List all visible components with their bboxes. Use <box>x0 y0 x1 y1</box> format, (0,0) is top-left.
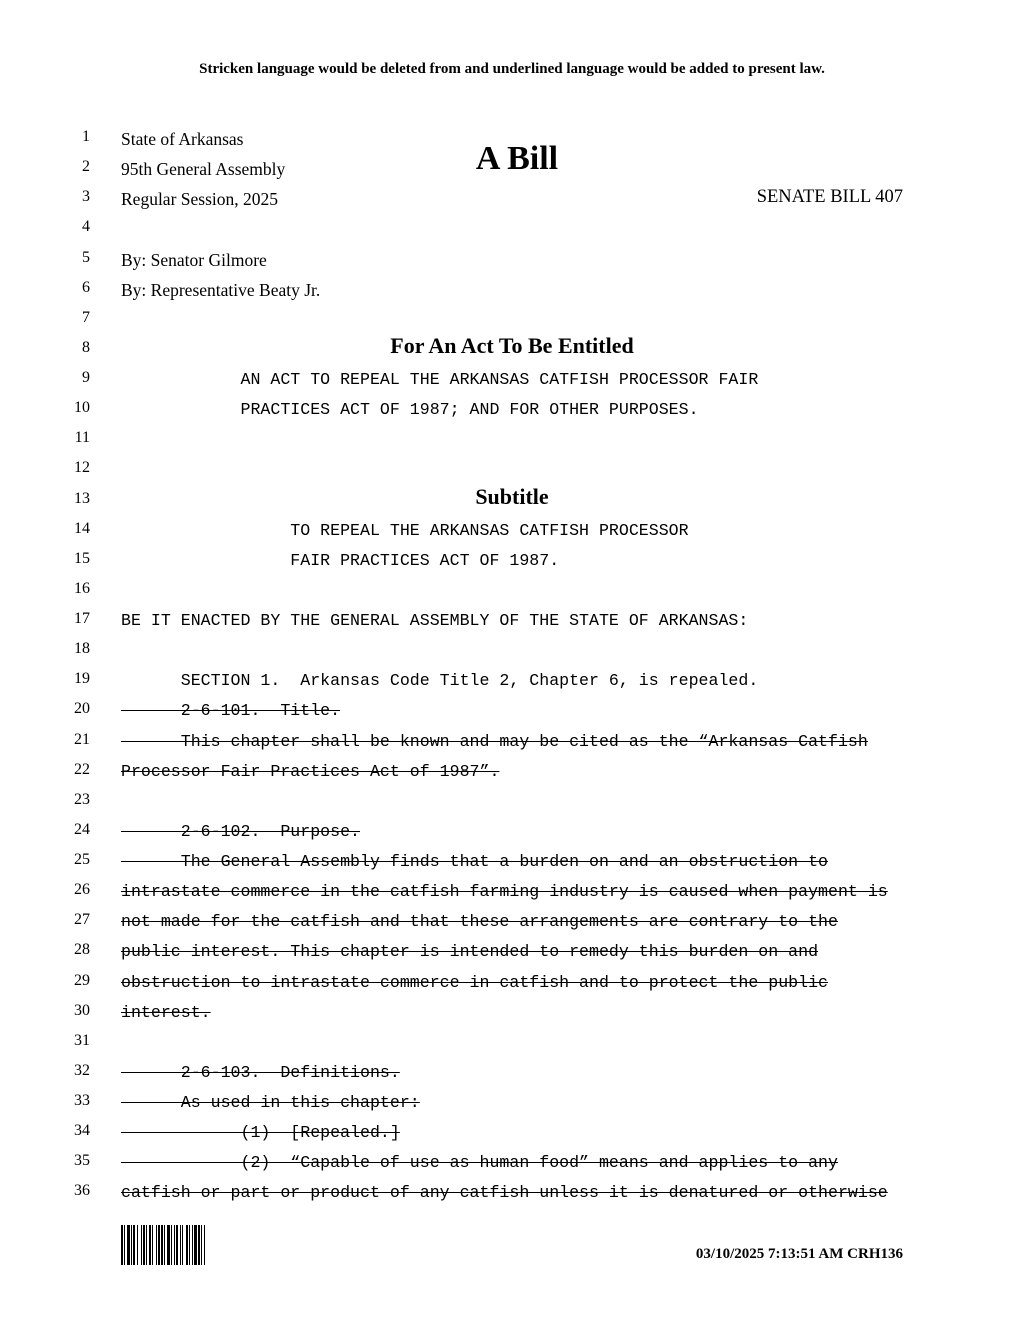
line-text: State of Arkansas <box>121 129 244 149</box>
stricken-text: (2) “Capable of use as human food” means and applies to any <box>121 1153 838 1173</box>
line-number: 7 <box>82 308 90 326</box>
line-number: 15 <box>74 549 90 567</box>
line-number: 11 <box>74 429 90 447</box>
barcode-bar <box>198 1225 200 1265</box>
bill-line <box>0 847 1024 877</box>
bill-number: SENATE BILL 407 <box>756 187 903 208</box>
bill-line <box>0 606 1024 636</box>
bill-line <box>0 245 1024 275</box>
bill-line <box>0 576 1024 606</box>
bill-line <box>0 365 1024 395</box>
bill-line <box>0 305 1024 335</box>
line-text: FAIR PRACTICES ACT OF 1987. <box>121 550 560 570</box>
bill-line <box>0 727 1024 757</box>
line-number: 9 <box>82 369 90 386</box>
line-number: 33 <box>74 1092 90 1109</box>
line-number: 36 <box>74 1182 90 1200</box>
bill-line <box>0 455 1024 485</box>
line-text: BE IT ENACTED BY THE GENERAL ASSEMBLY OF THE STATE OF ARKANSAS: <box>121 611 749 630</box>
stricken-text: catfish or part or product of any catfish unless it is denatured or otherwise <box>121 1183 888 1203</box>
bill-line <box>0 332 1024 365</box>
stricken-text: not made for the catfish and that these arrangements are contrary to the <box>121 912 838 932</box>
line-number: 3 <box>82 188 90 206</box>
stricken-text: intrastate commerce in the catfish farming industry is caused when payment is <box>121 882 888 902</box>
line-number: 14 <box>74 519 90 537</box>
barcode-bar <box>137 1225 138 1265</box>
bill-line <box>0 1118 1024 1148</box>
bill-line <box>0 937 1024 967</box>
bill-line <box>0 214 1024 244</box>
line-number: 17 <box>74 610 90 627</box>
line-number: 25 <box>74 851 90 868</box>
bill-line <box>0 1178 1024 1208</box>
line-number: 27 <box>74 911 90 929</box>
barcode-bar <box>133 1225 135 1265</box>
bill-heading: A Bill <box>475 140 559 177</box>
line-text: 95th General Assembly <box>121 159 286 180</box>
bill-line <box>0 483 1024 516</box>
bill-line <box>0 696 1024 726</box>
barcode-bar <box>182 1225 183 1265</box>
line-number: 32 <box>74 1061 90 1079</box>
bill-line <box>0 395 1024 425</box>
line-number: 18 <box>74 640 90 658</box>
numbered-lines <box>0 124 1024 1209</box>
line-number: 4 <box>82 218 90 236</box>
barcode-bar <box>176 1225 178 1265</box>
stricken-text: As used in this chapter: <box>121 1093 420 1112</box>
line-number: 6 <box>82 278 90 296</box>
section-heading: For An Act To Be Entitled <box>390 332 634 358</box>
barcode-bar <box>204 1225 205 1265</box>
stricken-text: (1) [Repealed.] <box>121 1123 400 1143</box>
line-number: 10 <box>74 399 90 417</box>
line-number: 8 <box>82 338 90 356</box>
barcode-bar <box>143 1225 145 1265</box>
barcode-bar <box>146 1225 147 1265</box>
bill-line <box>0 425 1024 455</box>
stricken-text: obstruction to intrastate commerce in catfish and to protect the public <box>121 972 829 992</box>
bill-line <box>0 636 1024 666</box>
bill-line <box>0 817 1024 847</box>
line-number: 5 <box>82 248 90 266</box>
bill-line <box>0 877 1024 907</box>
barcode-bar <box>141 1225 142 1265</box>
stricken-text: 2-6-103. Definitions. <box>121 1062 400 1082</box>
barcode-bar <box>167 1225 170 1265</box>
line-number: 21 <box>74 730 90 748</box>
line-text: By: Senator Gilmore <box>121 249 267 270</box>
stricken-text: public interest. This chapter is intended to remedy this burden on and <box>121 942 819 962</box>
line-number: 16 <box>74 579 90 597</box>
barcode-bar <box>127 1225 130 1265</box>
line-number: 29 <box>74 971 90 989</box>
line-number: 35 <box>74 1152 90 1170</box>
line-number: 28 <box>74 941 90 959</box>
bill-line <box>0 1058 1024 1088</box>
barcode-bar <box>201 1225 202 1265</box>
bill-line <box>0 516 1024 546</box>
barcode-image <box>121 1225 249 1265</box>
line-number: 2 <box>82 158 90 176</box>
line-number: 20 <box>74 700 90 718</box>
line-text: TO REPEAL THE ARKANSAS CATFISH PROCESSOR <box>121 520 689 540</box>
bill-line <box>0 998 1024 1028</box>
line-text: Regular Session, 2025 <box>121 189 279 210</box>
barcode-bar <box>174 1225 175 1265</box>
line-number: 22 <box>74 760 90 778</box>
barcode-bar <box>131 1225 132 1265</box>
barcode-bar <box>192 1225 193 1265</box>
legend-notice: Stricken language would be deleted from and underlined language would be added to present law. <box>199 61 825 77</box>
line-text: By: Representative Beaty Jr. <box>121 279 321 300</box>
barcode-bar <box>158 1225 160 1265</box>
timestamp-id: 03/10/2025 7:13:51 AM CRH136 <box>695 1246 903 1262</box>
barcode-bar <box>164 1225 165 1265</box>
bill-line <box>0 968 1024 998</box>
bill-line <box>0 907 1024 937</box>
line-number: 23 <box>74 790 90 808</box>
stricken-text: Processor Fair Practices Act of 1987”. <box>121 761 500 781</box>
barcode-bar <box>152 1225 153 1265</box>
stricken-text: interest. <box>121 1002 211 1022</box>
section-heading: Subtitle <box>475 483 549 509</box>
bill-line <box>0 787 1024 817</box>
line-number: 31 <box>74 1031 90 1049</box>
stricken-text: This chapter shall be known and may be cited as the “Arkansas Catfish <box>121 731 868 751</box>
bill-line <box>0 757 1024 787</box>
stricken-text: The General Assembly finds that a burden on and an obstruction to <box>121 852 829 871</box>
line-number: 30 <box>74 1001 90 1019</box>
line-number: 19 <box>74 670 90 688</box>
line-number: 1 <box>82 128 90 145</box>
bill-line <box>0 666 1024 696</box>
line-number: 26 <box>74 881 90 899</box>
line-number: 24 <box>74 820 90 838</box>
barcode-bar <box>171 1225 172 1265</box>
bill-line <box>0 1148 1024 1178</box>
line-number: 12 <box>74 459 90 477</box>
bill-line <box>0 1028 1024 1058</box>
stricken-text: 2-6-101. Title. <box>121 701 341 721</box>
line-text: PRACTICES ACT OF 1987; AND FOR OTHER PURPOSES. <box>121 400 699 420</box>
barcode-bar <box>156 1225 157 1265</box>
bill-line <box>0 124 1024 154</box>
barcode-bar <box>121 1225 123 1265</box>
barcode-bar <box>194 1225 197 1265</box>
line-number: 34 <box>74 1122 90 1140</box>
barcode-bar <box>149 1225 151 1265</box>
line-text: AN ACT TO REPEAL THE ARKANSAS CATFISH PROCESSOR FAIR <box>121 370 759 389</box>
bill-line <box>0 275 1024 305</box>
line-number: 13 <box>74 489 90 507</box>
barcode-bar <box>189 1225 190 1265</box>
bill-line <box>0 1088 1024 1118</box>
barcode-bar <box>186 1225 188 1265</box>
stricken-text: 2-6-102. Purpose. <box>121 821 360 841</box>
barcode-bar <box>161 1225 163 1265</box>
barcode-bar <box>180 1225 181 1265</box>
line-text: SECTION 1. Arkansas Code Title 2, Chapter 6, is repealed. <box>121 671 759 691</box>
bill-line <box>0 154 1024 184</box>
bill-line <box>0 184 1024 214</box>
bill-line <box>0 546 1024 576</box>
barcode-bar <box>124 1225 125 1265</box>
